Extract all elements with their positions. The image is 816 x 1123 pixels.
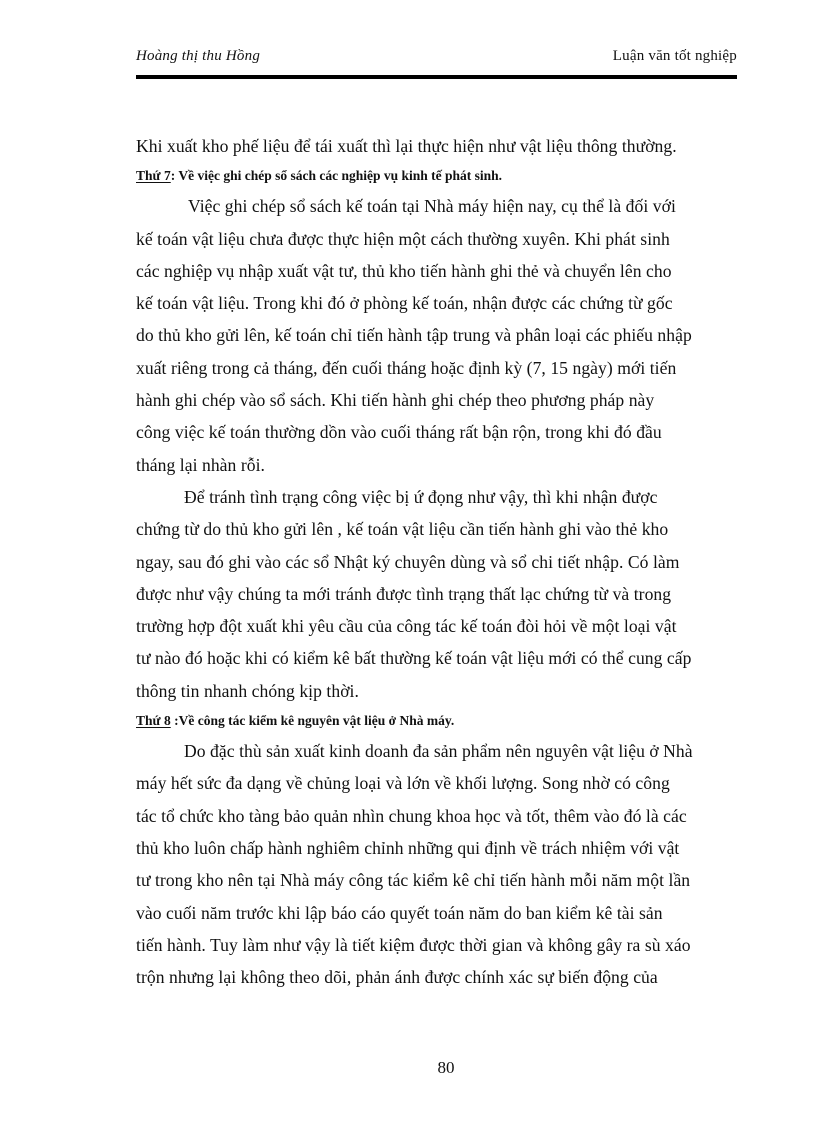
section-8-paragraph-1 [136,735,740,993]
document-body [136,130,740,993]
header-author: Hoàng thị thu Hồng [136,48,261,64]
paragraph-line: trường hợp đột xuất khi yêu cầu của công tác kế toán đòi hỏi về một loại vật [136,616,677,637]
paragraph-line: ngay, sau đó ghi vào các sổ Nhật ký chuyên dùng và sổ chi tiết nhập. Có làm [136,551,680,572]
paragraph-line: kế toán vật liệu chưa được thực hiện một cách thường xuyên. Khi phát sinh [136,228,670,249]
section-7-paragraph-1 [136,190,740,481]
paragraph-line: tiến hành. Tuy làm như vậy là tiết kiệm được thời gian và không gây ra sù xáo [136,934,691,955]
paragraph-line: thủ kho luôn chấp hành nghiêm chỉnh những qui định về trách nhiệm với vật [136,837,680,858]
paragraph-line: tư nào đó hoặc khi có kiểm kê bất thường kế toán vật liệu mới có thể cung cấp [136,648,692,669]
paragraph-line: xuất riêng trong cả tháng, đến cuối tháng hoặc định kỳ (7, 15 ngày) mới tiến [136,357,677,378]
paragraph-line: Việc ghi chép sổ sách kế toán tại Nhà máy hiện nay, cụ thể là đối với [188,196,676,217]
section-7-paragraph-2 [136,481,740,707]
paragraph-line: Do đặc thù sản xuất kinh doanh đa sản phẩm nên nguyên vật liệu ở Nhà [184,741,693,762]
section-7-label: Thứ 7 [136,168,171,184]
section-8-label: Thứ 8 [136,713,171,729]
paragraph-line: trộn nhưng lại không theo dõi, phản ánh được chính xác sự biến động của [136,967,658,988]
section-8-title: :Về công tác kiểm kê nguyên vật liệu ở Nhà máy. [170,713,455,729]
paragraph-line: thông tin nhanh chóng kịp thời. [136,680,359,701]
section-7-heading [136,162,740,190]
paragraph-line: do thủ kho gửi lên, kế toán chỉ tiến hành tập trung và phân loại các phiếu nhập [136,325,692,346]
paragraph-line: vào cuối năm trước khi lập báo cáo quyết toán năm do ban kiểm kê tài sản [136,902,663,923]
paragraph-line: máy hết sức đa dạng về chủng loại và lớn về khối lượng. Song nhờ có công [136,773,670,794]
paragraph-line: các nghiệp vụ nhập xuất vật tư, thủ kho tiến hành ghi thẻ và chuyển lên cho [136,260,672,281]
paragraph-line: hành ghi chép vào sổ sách. Khi tiến hành ghi chép theo phương pháp này [136,390,655,411]
section-7-title: : Về việc ghi chép sổ sách các nghiệp vụ kinh tế phát sinh. [170,168,503,184]
page-header [136,48,737,72]
page-number: 80 [437,1058,455,1077]
paragraph-line: kế toán vật liệu. Trong khi đó ở phòng kế toán, nhận được các chứng từ gốc [136,293,673,314]
header-divider [136,75,737,79]
paragraph-line: tư trong kho nên tại Nhà máy công tác kiểm kê chỉ tiến hành mỗi năm một lần [136,870,691,891]
paragraph-line: được như vậy chúng ta mới tránh được tình trạng thất lạc chứng từ và trong [136,583,672,604]
paragraph-line: công việc kế toán thường dồn vào cuối tháng rất bận rộn, trong khi đó đầu [136,422,662,443]
paragraph-line: tác tổ chức kho tàng bảo quản nhìn chung khoa học và tốt, thêm vào đó là các [136,805,687,826]
intro-line: Khi xuất kho phế liệu để tái xuất thì lại thực hiện như vật liệu thông thường. [136,136,677,156]
header-title: Luận văn tốt nghiệp [612,48,737,64]
paragraph-line: tháng lại nhàn rỗi. [136,454,265,475]
paragraph-line: chứng từ do thủ kho gửi lên , kế toán vật liệu cần tiến hành ghi vào thẻ kho [136,519,669,540]
paragraph-line: Để tránh tình trạng công việc bị ứ đọng như vậy, thì khi nhận được [184,486,658,507]
section-8-heading [136,707,740,735]
